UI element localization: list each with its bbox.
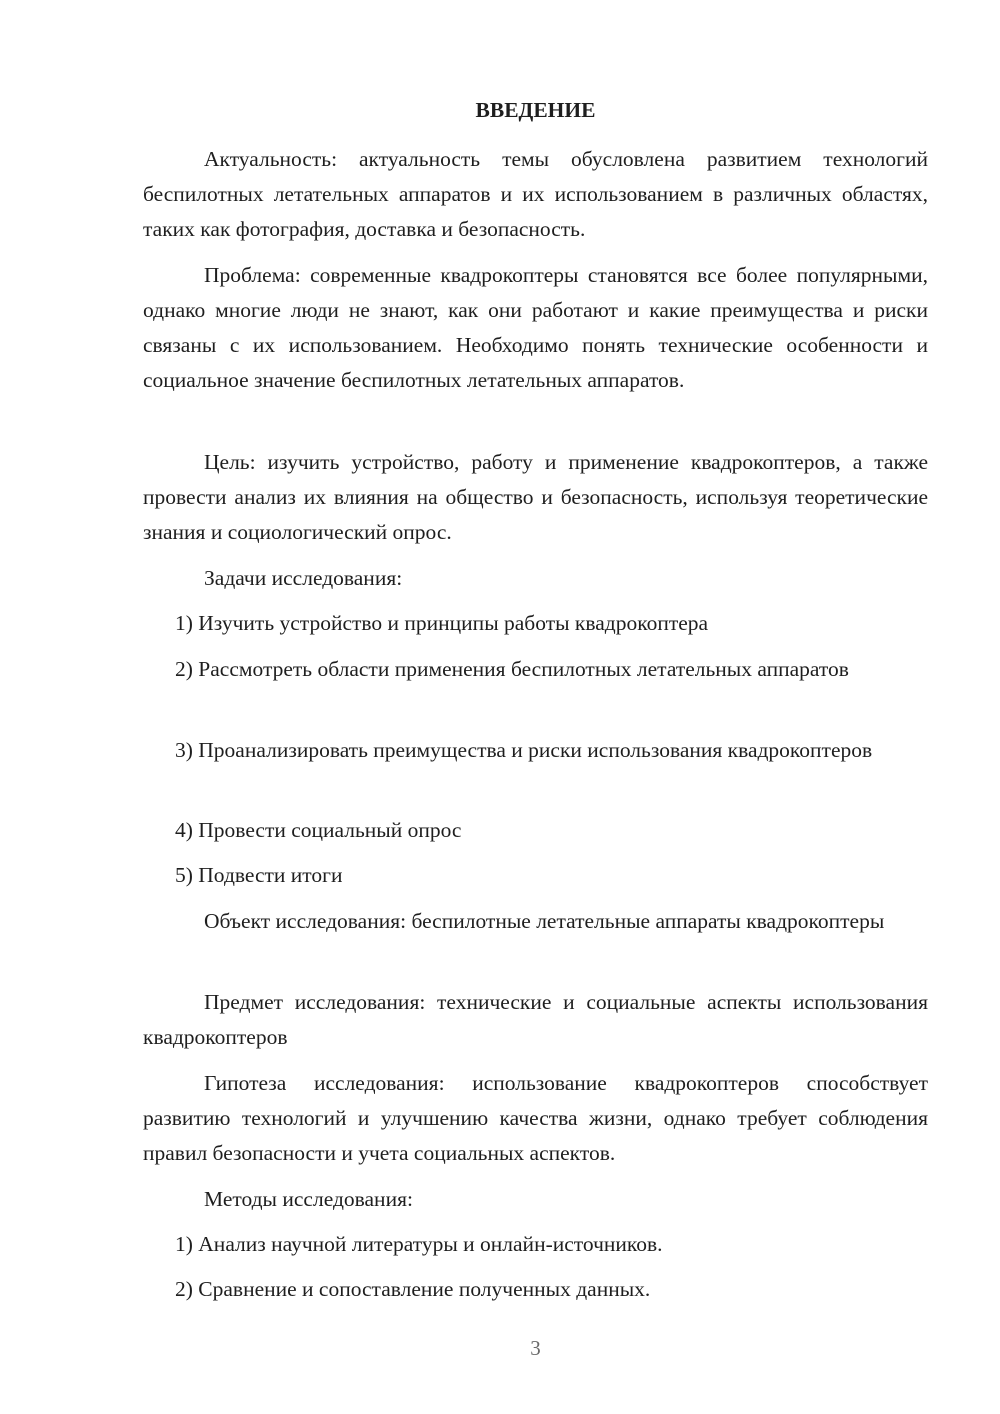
object-paragraph: Объект исследования: беспилотные летательные аппараты квадрокоптеры [204,909,885,933]
task-item-4: 4) Провести социальный опрос [175,818,462,842]
tasks-heading: Задачи исследования: [204,566,403,590]
problem-paragraph: Проблема: современные квадрокоптеры становятся все более популярными, однако многие люди не знают, как они работают и какие преимущества и риски связаны с их использованием. Необходимо понять технические особенности и социальное значение беспилотных летательных аппаратов. [143,263,928,392]
task-item-3: 3) Проанализировать преимущества и риски использования квадрокоптеров [175,738,873,762]
methods-heading: Методы исследования: [204,1187,413,1211]
task-item-2: 2) Рассмотреть области применения беспилотных летательных аппаратов [175,657,849,681]
method-item-2: 2) Сравнение и сопоставление полученных данных. [175,1277,651,1301]
method-item-1: 1) Анализ научной литературы и онлайн-источников. [175,1232,663,1256]
page-number: 3 [530,1336,541,1360]
page-title: ВВЕДЕНИЕ [475,98,596,122]
task-item-5: 5) Подвести итоги [175,863,343,887]
relevance-paragraph: Актуальность: актуальность темы обусловлена развитием технологий беспилотных летательных аппаратов и их использованием в различных областях, таких как фотография, доставка и безопасность. [143,147,928,241]
goal-paragraph: Цель: изучить устройство, работу и применение квадрокоптеров, а также провести анализ их влияния на общество и безопасность, используя теоретические знания и социологический опрос. [143,450,928,544]
task-item-1: 1) Изучить устройство и принципы работы квадрокоптера [175,611,709,635]
hypothesis-paragraph: Гипотеза исследования: использование квадрокоптеров способствует развитию технологий и улучшению качества жизни, однако требует соблюдения правил безопасности и учета социальных аспектов. [143,1071,928,1165]
subject-paragraph: Предмет исследования: технические и социальные аспекты использования квадрокоптеров [143,990,928,1049]
